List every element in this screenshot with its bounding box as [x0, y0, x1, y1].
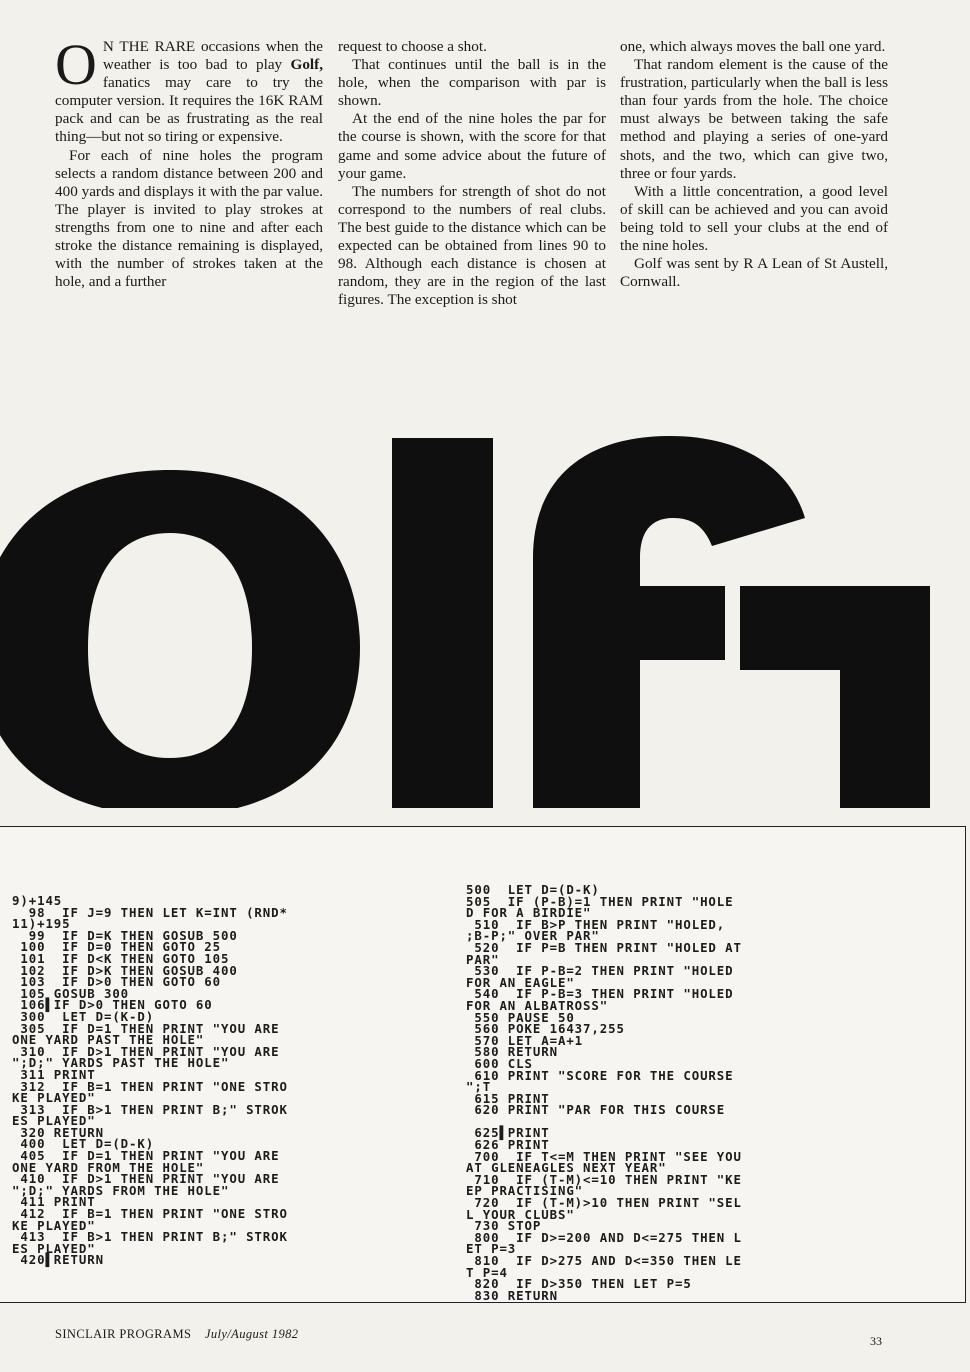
- code-line: ET P=3: [466, 1241, 517, 1257]
- code-line: 560 POKE 16437,255: [466, 1021, 625, 1037]
- listing-right-column: [466, 884, 742, 1301]
- article-paragraph: The numbers for strength of shot do not correspond to the numbers of real clubs. The best guide to the distance which can be expected can be obtained from lines 90 to 98. Although each distance is chosen at random, they are in the region of the last figures. The exception is shot: [338, 182, 606, 309]
- code-line: 102 IF D>K THEN GOSUB 400: [12, 962, 238, 978]
- code-line: 410 IF D>1 THEN PRINT "YOU ARE: [12, 1171, 280, 1187]
- code-line: 106▌IF D>0 THEN GOTO 60: [12, 997, 213, 1013]
- code-line: ES PLAYED": [12, 1240, 96, 1256]
- code-line: 626 PRINT: [466, 1137, 550, 1153]
- code-line: 615 PRINT: [466, 1090, 550, 1106]
- code-line: 103 IF D>0 THEN GOTO 60: [12, 974, 221, 990]
- code-line: FOR AN EAGLE": [466, 974, 575, 990]
- code-line: D FOR A BIRDIE": [466, 905, 592, 921]
- page-footer: [55, 1327, 298, 1342]
- article-paragraph: That random element is the cause of the frustration, particularly when the ball is less than four yards from the hole. The choice must always be between taking the safe method and playing a series of one-yard shots, and the two, which can give two, three or four yards.: [620, 56, 888, 182]
- article-column-1: [55, 32, 323, 291]
- code-line: 300 LET D=(K-D): [12, 1008, 155, 1024]
- article-column-3: [620, 38, 888, 291]
- code-line: 313 IF B>1 THEN PRINT B;" STROK: [12, 1101, 288, 1117]
- code-line: 610 PRINT "SCORE FOR THE COURSE: [466, 1067, 734, 1083]
- code-line: ";D;" YARDS FROM THE HOLE": [12, 1182, 230, 1198]
- magazine-title: SINCLAIR PROGRAMS: [55, 1327, 192, 1341]
- code-line: 99 IF D=K THEN GOSUB 500: [12, 927, 238, 943]
- code-line: 413 IF B>1 THEN PRINT B;" STROK: [12, 1229, 288, 1245]
- code-line: 9)+145: [12, 893, 63, 908]
- code-line: 810 IF D>275 AND D<=350 THEN LE: [466, 1253, 742, 1268]
- code-line: 700 IF T<=M THEN PRINT "SEE YOU: [466, 1148, 742, 1164]
- code-line: L YOUR CLUBS": [466, 1206, 575, 1222]
- listing-left-column: [12, 895, 288, 1266]
- article-paragraph: Golf was sent by R A Lean of St Austell, Cornwall.: [620, 255, 888, 291]
- code-line: 101 IF D<K THEN GOTO 105: [12, 950, 230, 966]
- code-line: 580 RETURN: [466, 1044, 558, 1060]
- code-line: 820 IF D>350 THEN LET P=5: [466, 1276, 692, 1292]
- drop-cap: O: [55, 32, 97, 97]
- logo-letter-g-right: [740, 586, 930, 808]
- code-line: ;B-P;" OVER PAR": [466, 928, 600, 944]
- code-line: 730 STOP: [466, 1218, 542, 1234]
- code-line: 405 IF D=1 THEN PRINT "YOU ARE: [12, 1148, 280, 1164]
- code-line: 500 LET D=(D-K): [466, 882, 600, 897]
- logo-letter-o: [0, 470, 360, 808]
- code-line: 710 IF (T-M)<=10 THEN PRINT "KE: [466, 1171, 742, 1187]
- code-line: 620 PRINT "PAR FOR THIS COURSE: [466, 1102, 726, 1118]
- code-line: 550 PAUSE 50: [466, 1009, 575, 1025]
- code-line: ";T: [466, 1079, 492, 1095]
- code-line: 420▌RETURN: [12, 1252, 104, 1268]
- code-line: 600 CLS: [466, 1055, 533, 1071]
- program-name: Golf,: [290, 56, 323, 74]
- code-line: ES PLAYED": [12, 1113, 96, 1129]
- code-line: 400 LET D=(D-K): [12, 1136, 155, 1152]
- code-line: T P=4: [466, 1264, 508, 1280]
- golf-title-logo: [0, 408, 970, 808]
- code-line: PAR": [466, 951, 500, 967]
- code-line: 320 RETURN: [12, 1124, 104, 1140]
- code-line: 505 IF (P-B)=1 THEN PRINT "HOLE: [466, 893, 734, 909]
- code-line: EP PRACTISING": [466, 1183, 584, 1199]
- code-line: 311 PRINT: [12, 1066, 96, 1082]
- code-line: ";D;" YARDS PAST THE HOLE": [12, 1055, 230, 1071]
- code-line: 305 IF D=1 THEN PRINT "YOU ARE: [12, 1020, 280, 1036]
- article-paragraph: At the end of the nine holes the par for the course is shown, with the score for that game and some advice about the future of your game.: [338, 110, 606, 182]
- article-paragraph: O N THE RARE occasions when the weather is too bad to play Golf, fanatics may care to try the computer version. It requires the 16K RAM pack and can be as frustrating as the real thing—but not so tiring or expensive.: [55, 32, 323, 146]
- article-paragraph: one, which always moves the ball one yard.: [620, 38, 886, 55]
- code-line: KE PLAYED": [12, 1217, 96, 1233]
- article-column-2: [338, 38, 606, 309]
- code-line: 100 IF D=0 THEN GOTO 25: [12, 939, 221, 955]
- issue-date: July/August 1982: [204, 1327, 299, 1341]
- code-line: 310 IF D>1 THEN PRINT "YOU ARE: [12, 1043, 280, 1059]
- code-line: 800 IF D>=200 AND D<=275 THEN L: [466, 1229, 742, 1245]
- code-line: AT GLENEAGLES NEXT YEAR": [466, 1160, 667, 1176]
- article-paragraph: For each of nine holes the program selects a random distance between 200 and 400 yards and displays it with the par value. The player is invited to play strokes at strengths from one to nine and after each stroke the distance remaining is displayed, with the number of strokes taken at the hole, and a further: [55, 146, 323, 291]
- code-line: 625▌PRINT: [466, 1125, 550, 1141]
- code-line: 520 IF P=B THEN PRINT "HOLED AT: [466, 939, 742, 955]
- code-line: ONE YARD PAST THE HOLE": [12, 1032, 205, 1048]
- code-line: 412 IF B=1 THEN PRINT "ONE STRO: [12, 1206, 288, 1222]
- code-line: 411 PRINT: [12, 1194, 96, 1210]
- code-line: FOR AN ALBATROSS": [466, 997, 609, 1013]
- article-paragraph: That continues until the ball is in the hole, when the comparison with par is shown.: [338, 56, 606, 110]
- code-line: 98 IF J=9 THEN LET K=INT (RND*: [12, 904, 288, 920]
- code-line: 312 IF B=1 THEN PRINT "ONE STRO: [12, 1078, 288, 1094]
- code-line: ONE YARD FROM THE HOLE": [12, 1159, 205, 1175]
- code-line: KE PLAYED": [12, 1090, 96, 1106]
- code-line: 570 LET A=A+1: [466, 1032, 584, 1048]
- code-line: 530 IF P-B=2 THEN PRINT "HOLED: [466, 963, 734, 979]
- article-paragraph: request to choose a shot.: [338, 38, 487, 55]
- logo-letter-l: [392, 438, 493, 808]
- code-line: 720 IF (T-M)>10 THEN PRINT "SEL: [466, 1195, 742, 1211]
- code-line: 830 RETURN: [466, 1287, 558, 1303]
- article-paragraph: With a little concentration, a good level of skill can be achieved and you can avoid being told to sell your clubs at the end of the nine holes.: [620, 182, 888, 255]
- page-number: 33: [870, 1334, 882, 1348]
- code-line: 11)+195: [12, 916, 71, 932]
- code-line: 540 IF P-B=3 THEN PRINT "HOLED: [466, 986, 734, 1002]
- code-line: 105 GOSUB 300: [12, 985, 130, 1001]
- code-line: 510 IF B>P THEN PRINT "HOLED,: [466, 916, 726, 932]
